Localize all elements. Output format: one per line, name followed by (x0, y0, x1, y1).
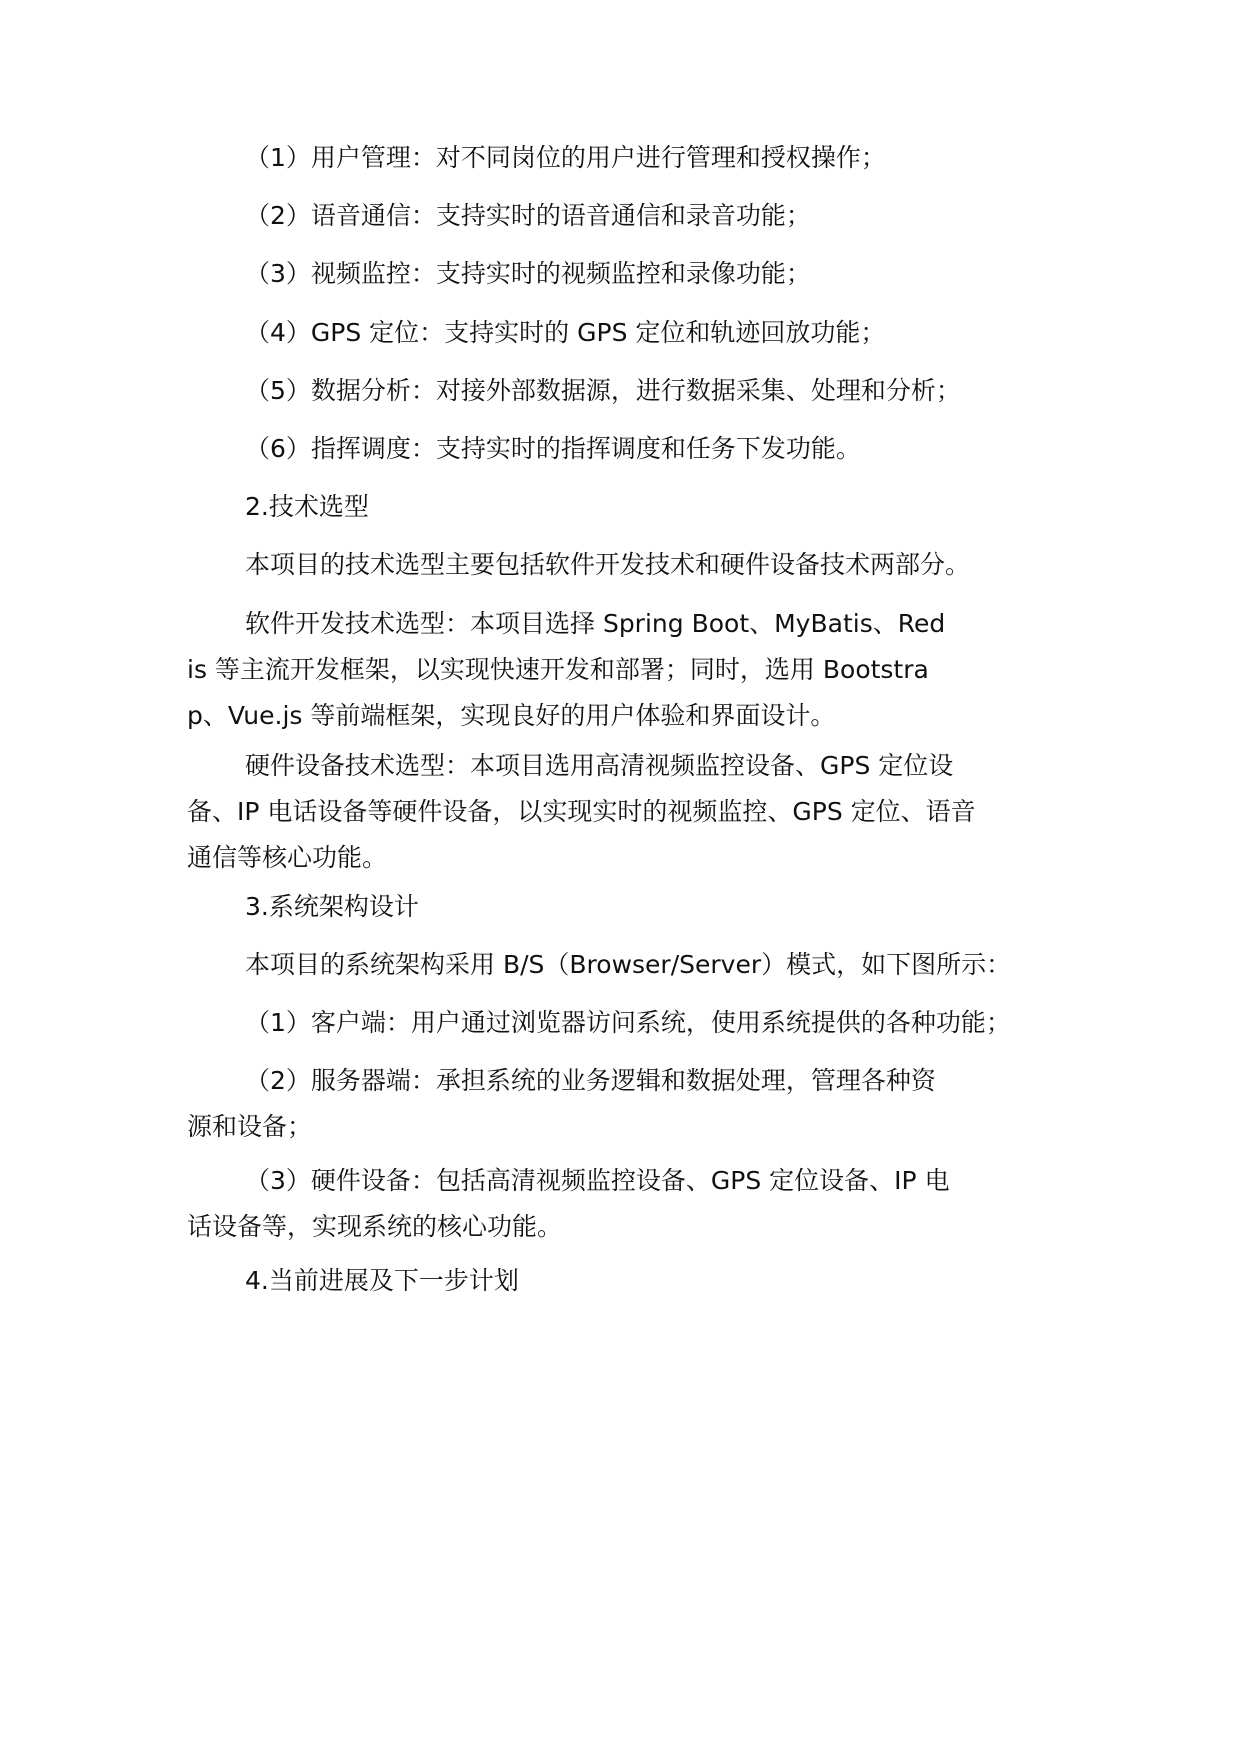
list-item-hardware: （3）硬件设备：包括高清视频监控设备、GPS 定位设备、IP 电话设备等，实现系统的核心功能。 (187, 1166, 950, 1241)
list-item-command-dispatch: （6）指挥调度：支持实时的指挥调度和任务下发功能。 (245, 434, 861, 463)
paragraph-software-tech: 软件开发技术选型：本项目选择 Spring Boot、MyBatis、Redis 等主流开发框架，以实现快速开发和部署；同时，选用 Bootstrap、Vue.js 等前端框架，实现良好的用户体验和界面设计。 (187, 609, 946, 730)
paragraph-tech-selection-intro: 本项目的技术选型主要包括软件开发技术和硬件设备技术两部分。 (245, 550, 971, 579)
section-heading-architecture: 3.系统架构设计 (245, 892, 419, 921)
list-item-gps-positioning: （4）GPS 定位：支持实时的 GPS 定位和轨迹回放功能； (245, 318, 886, 347)
section-heading-progress: 4.当前进展及下一步计划 (245, 1266, 519, 1295)
list-item-client: （1）客户端：用户通过浏览器访问系统，使用系统提供的各种功能； (245, 1008, 1011, 1037)
list-item-user-management: （1）用户管理：对不同岗位的用户进行管理和授权操作； (245, 143, 886, 172)
list-item-voice-communication: （2）语音通信：支持实时的语音通信和录音功能； (245, 201, 811, 230)
list-item-server: （2）服务器端：承担系统的业务逻辑和数据处理，管理各种资源和设备； (187, 1066, 936, 1141)
list-item-data-analysis: （5）数据分析：对接外部数据源，进行数据采集、处理和分析； (245, 376, 961, 405)
list-item-video-monitoring: （3）视频监控：支持实时的视频监控和录像功能； (245, 259, 811, 288)
paragraph-architecture-intro: 本项目的系统架构采用 B/S（Browser/Server）模式，如下图所示： (245, 950, 1012, 979)
section-heading-tech-selection: 2.技术选型 (245, 492, 369, 521)
paragraph-hardware-tech: 硬件设备技术选型：本项目选用高清视频监控设备、GPS 定位设备、IP 电话设备等硬件设备，以实现实时的视频监控、GPS 定位、语音通信等核心功能。 (187, 751, 976, 872)
